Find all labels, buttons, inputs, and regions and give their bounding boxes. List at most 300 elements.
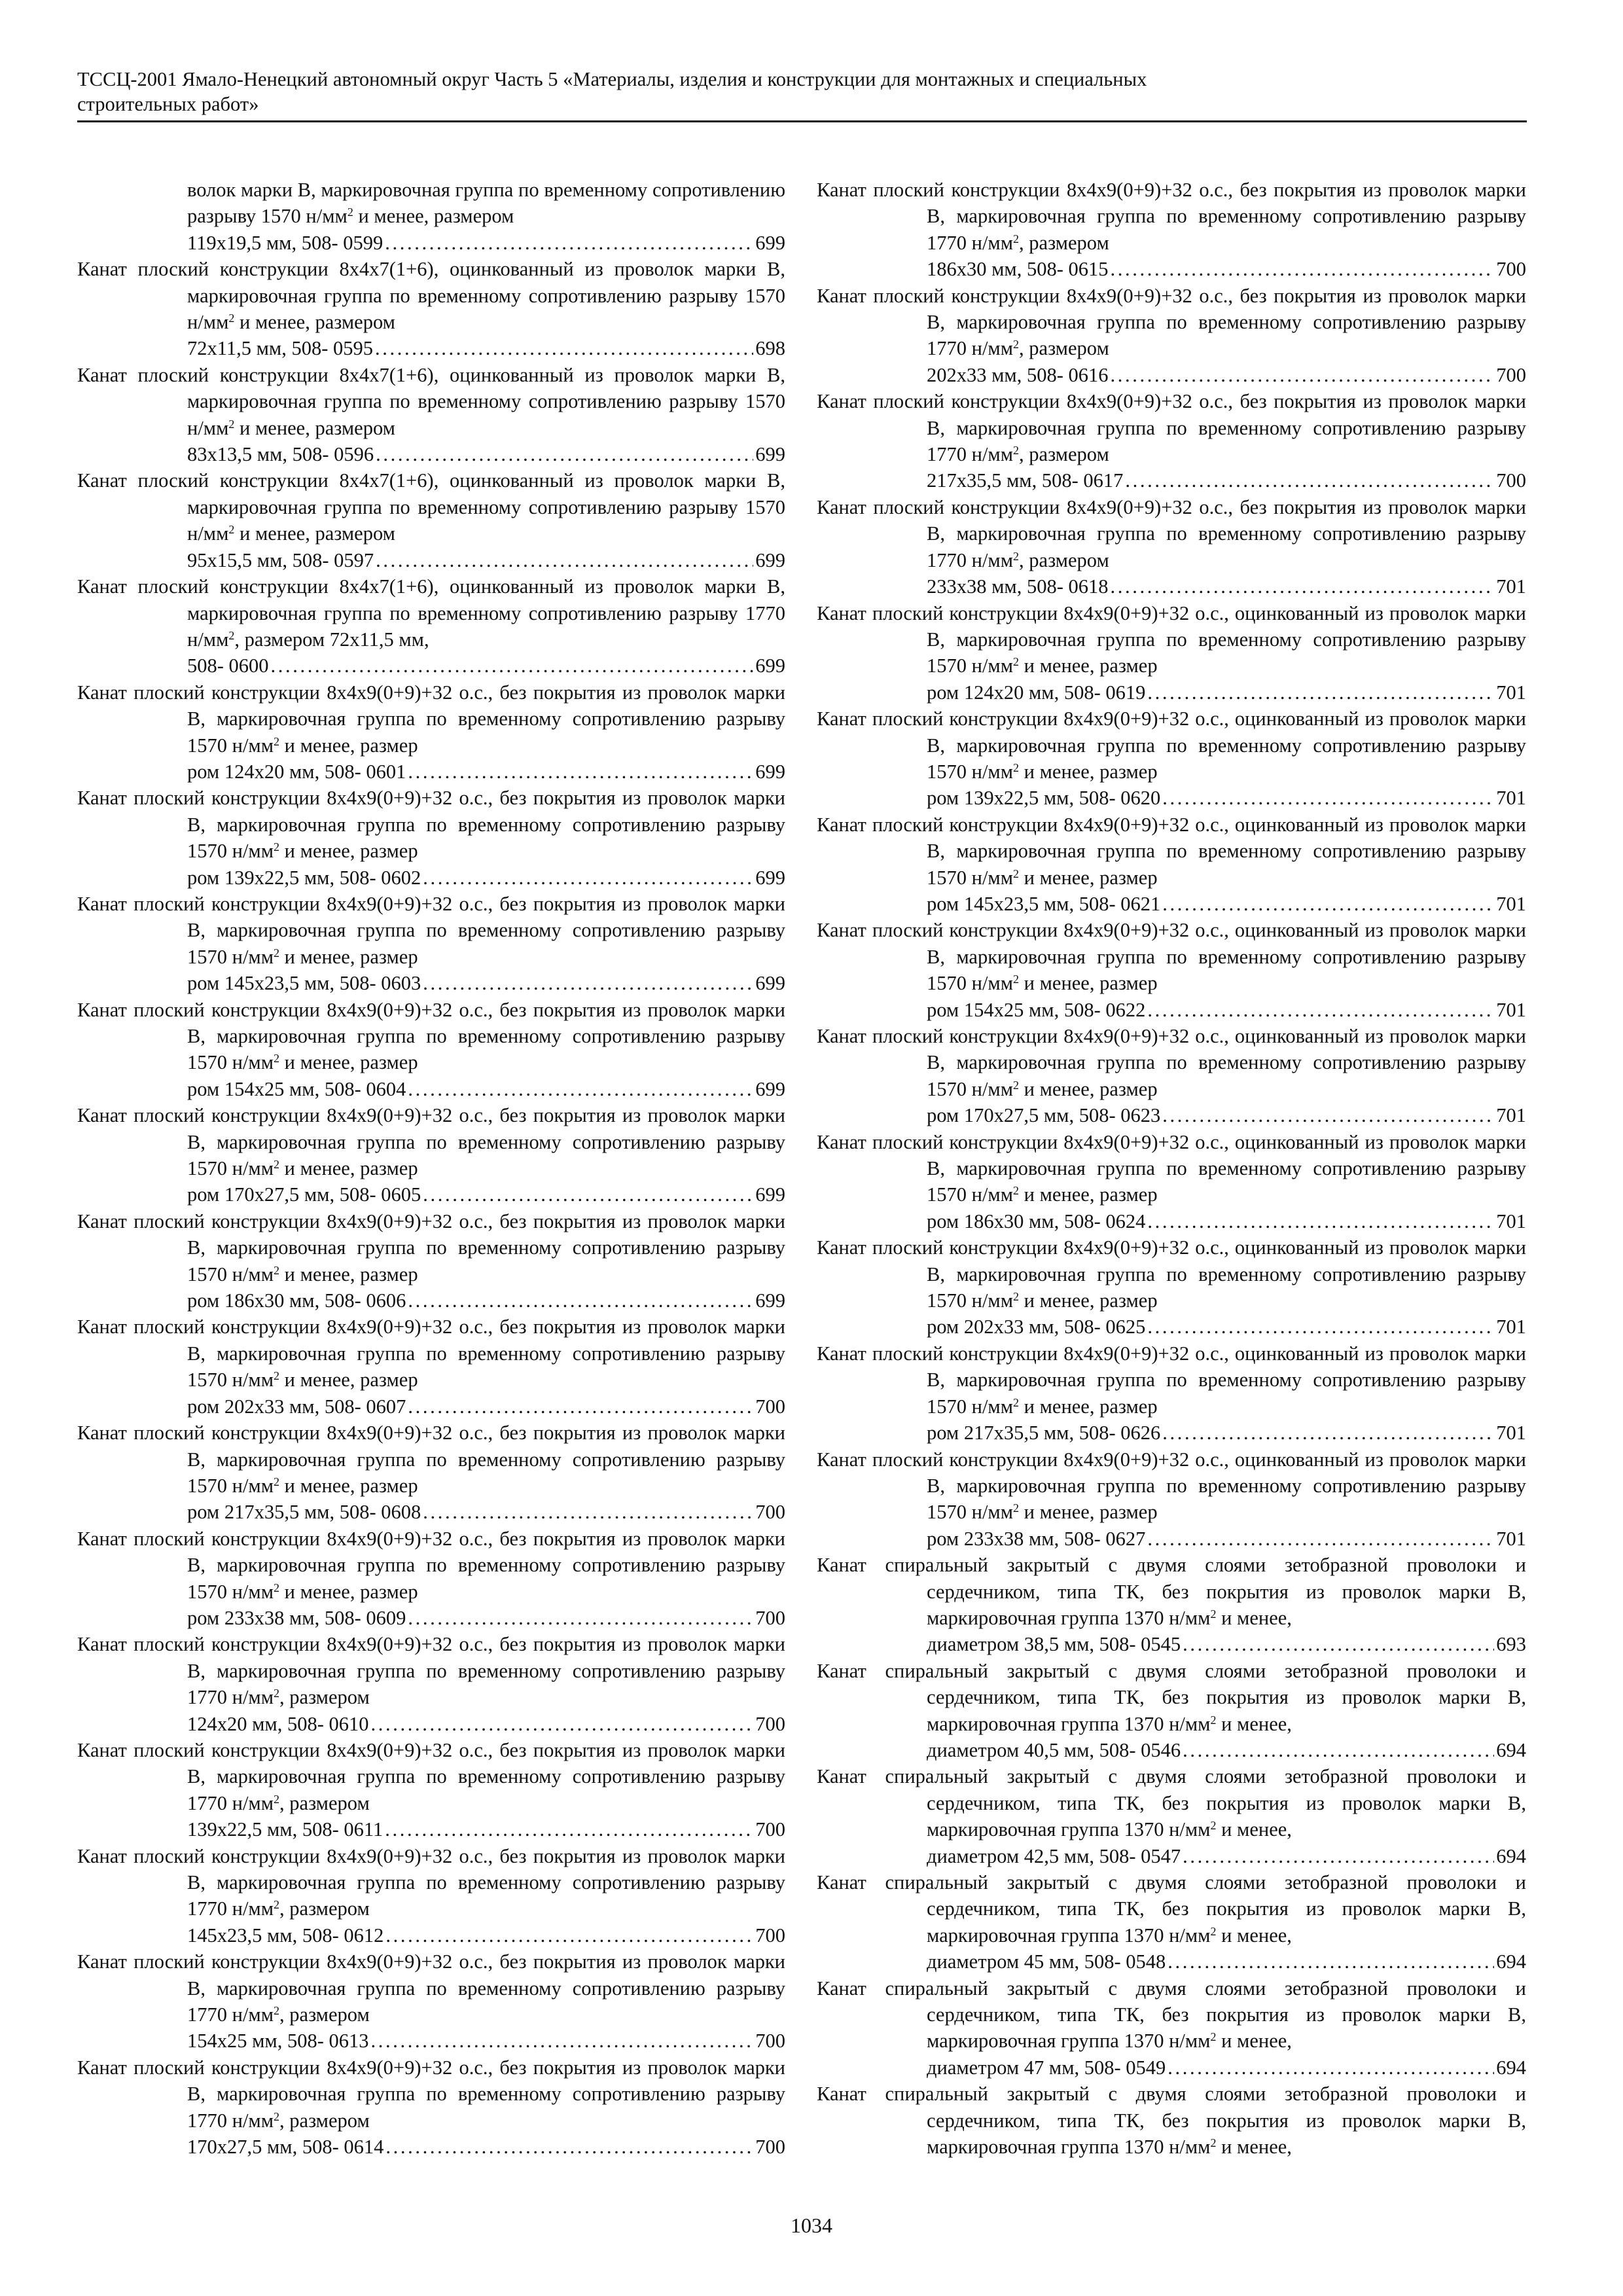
- unit-superscript: 2: [274, 734, 280, 748]
- entry-text-tail: и менее, размером: [234, 522, 395, 545]
- dot-leader: [1125, 467, 1494, 493]
- entry-page-ref: 699: [755, 760, 785, 783]
- entry-page-ref: 701: [1496, 998, 1526, 1021]
- unit-superscript: 2: [1013, 232, 1020, 245]
- entry-reference-line: [927, 256, 1526, 282]
- index-entry: [77, 679, 785, 785]
- index-entry: [817, 1340, 1526, 1446]
- dot-leader: [408, 1287, 753, 1314]
- dot-leader: [385, 1816, 753, 1842]
- entry-reference-line: [187, 230, 785, 256]
- entry-code: 119х19,5 мм, 508- 0599: [187, 231, 383, 254]
- entry-text-tail: и менее, размер: [1019, 655, 1158, 677]
- entry-page-ref: 700: [1496, 363, 1526, 386]
- entry-reference-line: [927, 785, 1526, 811]
- entry-code: 170х27,5 мм, 508- 0614: [187, 2136, 384, 2159]
- unit-superscript: 2: [228, 417, 235, 431]
- unit-superscript: 2: [274, 1158, 280, 1172]
- entry-reference-line: [927, 1314, 1526, 1340]
- entry-text: Канат плоский конструкции 8х4х9(0+9)+32 о.с., оцинкованный из проволок марки В, маркировочная группа по временному сопротивлению разрыву 1570 н/мм: [817, 1342, 1526, 1418]
- unit-superscript: 2: [274, 1475, 280, 1488]
- entry-text: Канат плоский конструкции 8х4х9(0+9)+32 о.с., без покрытия из проволок марки В, маркировочная группа по временному сопротивлению разрыву 1770 н/мм: [77, 2056, 785, 2132]
- entry-reference-line: [187, 1922, 785, 1948]
- unit-superscript: 2: [1013, 549, 1020, 563]
- unit-superscript: 2: [1013, 1501, 1020, 1515]
- index-entry: [77, 785, 785, 891]
- unit-superscript: 2: [274, 1369, 280, 1383]
- entry-page-ref: 700: [755, 2030, 785, 2053]
- entry-reference-line: [927, 2054, 1526, 2081]
- entry-page-ref: 700: [755, 2136, 785, 2159]
- right-column: [817, 177, 1526, 2160]
- entry-reference-line: [187, 1393, 785, 1420]
- unit-superscript: 2: [274, 840, 280, 854]
- entry-text-tail: и менее,: [1216, 1924, 1292, 1946]
- entry-text-tail: и менее, размер: [279, 734, 418, 757]
- entry-page-ref: 694: [1496, 1738, 1526, 1761]
- entry-code: 145х23,5 мм, 508- 0612: [187, 1924, 384, 1946]
- dot-leader: [1111, 362, 1495, 388]
- entry-text: Канат плоский конструкции 8х4х9(0+9)+32 о.с., без покрытия из проволок марки В, маркировочная группа по временному сопротивлению разрыву 1770 н/мм: [817, 284, 1526, 360]
- entry-code: ром 145х23,5 мм, 508- 0621: [927, 892, 1161, 915]
- entry-reference-line: [187, 1816, 785, 1842]
- entry-text-tail: , размером: [1019, 337, 1109, 360]
- entry-page-ref: 699: [755, 231, 785, 254]
- entry-text: Канат плоский конструкции 8х4х7(1+6), оцинкованный из проволок марки В, маркировочная группа по временному сопротивлению разрыву 1770 н/мм: [77, 575, 785, 651]
- index-entry: [817, 1234, 1526, 1340]
- dot-leader: [1147, 997, 1494, 1023]
- unit-superscript: 2: [1210, 1819, 1217, 1833]
- entry-text: Канат спиральный закрытый с двумя слоями зетобразной проволоки и сердечником, типа ТК, без покрытия из проволок марки В, маркировочная группа 1370 н/мм: [817, 1659, 1526, 1735]
- entry-text: Канат плоский конструкции 8х4х9(0+9)+32 о.с., без покрытия из проволок марки В, маркировочная группа по временному сопротивлению разрыву 1570 н/мм: [77, 998, 785, 1074]
- entry-code: диаметром 47 мм, 508- 0549: [927, 2056, 1166, 2079]
- entry-code: ром 233х38 мм, 508- 0627: [927, 1527, 1146, 1550]
- entry-code: диаметром 42,5 мм, 508- 0547: [927, 1844, 1181, 1867]
- entry-text: Канат плоский конструкции 8х4х9(0+9)+32 о.с., оцинкованный из проволок марки В, маркировочная группа по временному сопротивлению разрыву 1570 н/мм: [817, 1448, 1526, 1524]
- entry-text: Канат плоский конструкции 8х4х9(0+9)+32 о.с., без покрытия из проволок марки В, маркировочная группа по временному сопротивлению разрыву 1770 н/мм: [817, 390, 1526, 466]
- unit-superscript: 2: [347, 206, 353, 219]
- unit-superscript: 2: [228, 628, 235, 642]
- entry-page-ref: 700: [755, 1395, 785, 1418]
- index-entry: [77, 256, 785, 362]
- entry-text-tail: и менее, размером: [234, 416, 395, 439]
- header-line-1: ТССЦ-2001 Ямало-Ненецкий автономный округ Часть 5 «Материалы, изделия и конструкции для монтажных и специальных: [77, 68, 1147, 90]
- entry-reference-line: [187, 1605, 785, 1631]
- entry-text-tail: и менее, размер: [1019, 1501, 1158, 1524]
- dot-leader: [371, 1711, 754, 1737]
- entry-text: Канат плоский конструкции 8х4х9(0+9)+32 о.с., без покрытия из проволок марки В, маркировочная группа по временному сопротивлению разрыву 1570 н/мм: [77, 1527, 785, 1603]
- unit-superscript: 2: [1013, 655, 1020, 669]
- unit-superscript: 2: [1013, 973, 1020, 986]
- entry-reference-line: [187, 759, 785, 785]
- index-entry: [77, 1208, 785, 1314]
- entry-code: ром 139х22,5 мм, 508- 0602: [187, 866, 421, 889]
- entry-code: диаметром 40,5 мм, 508- 0546: [927, 1738, 1181, 1761]
- entry-text-tail: и менее,: [1216, 1606, 1292, 1629]
- entry-reference-line: [927, 1208, 1526, 1234]
- dot-leader: [423, 1181, 753, 1208]
- entry-code: ром 202х33 мм, 508- 0625: [927, 1316, 1146, 1338]
- entry-code: 186х30 мм, 508- 0615: [927, 258, 1109, 281]
- index-entry: [817, 1763, 1526, 1869]
- index-entry: [77, 1631, 785, 1737]
- dot-leader: [1147, 1314, 1494, 1340]
- dot-leader: [1162, 891, 1494, 917]
- entry-text-tail: и менее, размер: [279, 1263, 418, 1285]
- entry-page-ref: 701: [1496, 892, 1526, 915]
- entry-text: Канат плоский конструкции 8х4х9(0+9)+32 о.с., оцинкованный из проволок марки В, маркировочная группа по временному сопротивлению разрыву 1570 н/мм: [817, 1236, 1526, 1312]
- entry-text-tail: , размером: [279, 1897, 370, 1920]
- index-entry: [77, 573, 785, 679]
- entry-text-tail: и менее, размер: [1019, 760, 1158, 783]
- entry-page-ref: 700: [1496, 258, 1526, 281]
- entry-reference-line: [187, 1711, 785, 1737]
- index-entry: [77, 1737, 785, 1843]
- entry-reference-line: [927, 573, 1526, 600]
- entry-reference-line: [927, 679, 1526, 706]
- running-header: [77, 67, 1527, 117]
- unit-superscript: 2: [1013, 338, 1020, 351]
- entry-reference-line: [927, 1526, 1526, 1552]
- left-column: [77, 177, 785, 2160]
- unit-superscript: 2: [228, 312, 235, 325]
- entry-text-tail: , размером: [279, 2003, 370, 2026]
- dot-leader: [376, 441, 753, 467]
- index-entry: [817, 1658, 1526, 1764]
- dot-leader: [271, 653, 754, 679]
- entry-page-ref: 701: [1496, 787, 1526, 810]
- unit-superscript: 2: [1013, 867, 1020, 880]
- entry-reference-line: [187, 865, 785, 891]
- dot-leader: [408, 1605, 753, 1631]
- entry-page-ref: 701: [1496, 1527, 1526, 1550]
- entry-text: Канат плоский конструкции 8х4х9(0+9)+32 о.с., оцинкованный из проволок марки В, маркировочная группа по временному сопротивлению разрыву 1570 н/мм: [817, 1130, 1526, 1206]
- dot-leader: [408, 759, 753, 785]
- entry-text: Канат плоский конструкции 8х4х9(0+9)+32 о.с., без покрытия из проволок марки В, маркировочная группа по временному сопротивлению разрыву 1570 н/мм: [77, 787, 785, 863]
- dot-leader: [1147, 1208, 1494, 1234]
- index-entry: [77, 2054, 785, 2161]
- index-entry: [77, 362, 785, 468]
- entry-reference-line: [927, 1948, 1526, 1975]
- entry-page-ref: 699: [755, 866, 785, 889]
- entry-text-tail: , размером 72х11,5 мм,: [234, 628, 429, 651]
- dot-leader: [408, 1393, 753, 1420]
- dot-leader: [1162, 785, 1494, 811]
- unit-superscript: 2: [1210, 1713, 1217, 1727]
- unit-superscript: 2: [274, 2004, 280, 2018]
- entry-text: Канат плоский конструкции 8х4х7(1+6), оцинкованный из проволок марки В, маркировочная группа по временному сопротивлению разрыву 1570 н/мм: [77, 469, 785, 545]
- index-entry: [817, 494, 1526, 600]
- unit-superscript: 2: [228, 523, 235, 537]
- entry-text-tail: и менее, размер: [279, 1474, 418, 1497]
- entry-reference-line: [927, 1102, 1526, 1128]
- entry-text-tail: и менее, размер: [1019, 1077, 1158, 1100]
- entry-code: ром 217х35,5 мм, 508- 0626: [927, 1422, 1161, 1444]
- index-entry: [77, 1948, 785, 2054]
- entry-text: волок марки В, маркировочная группа по временному сопротивлению разрыву 1570 н/мм: [187, 179, 785, 228]
- index-entry: [77, 891, 785, 997]
- entry-text: Канат плоский конструкции 8х4х9(0+9)+32 о.с., оцинкованный из проволок марки В, маркировочная группа по временному сопротивлению разрыву 1570 н/мм: [817, 601, 1526, 677]
- entry-text: Канат плоский конструкции 8х4х9(0+9)+32 о.с., без покрытия из проволок марки В, маркировочная группа по временному сопротивлению разрыву 1770 н/мм: [77, 1633, 785, 1709]
- entry-code: 217х35,5 мм, 508- 0617: [927, 469, 1124, 492]
- index-entry: [817, 1446, 1526, 1552]
- dot-leader: [1111, 256, 1495, 282]
- index-entry: [77, 1420, 785, 1526]
- entry-page-ref: 701: [1496, 1104, 1526, 1127]
- dot-leader: [1162, 1102, 1494, 1128]
- header-line-2: строительных работ»: [77, 93, 259, 115]
- entry-code: ром 202х33 мм, 508- 0607: [187, 1395, 406, 1418]
- index-entry: [817, 600, 1526, 706]
- entry-code: диаметром 45 мм, 508- 0548: [927, 1950, 1166, 1973]
- entry-page-ref: 699: [755, 1077, 785, 1100]
- unit-superscript: 2: [1013, 1184, 1020, 1198]
- dot-leader: [1147, 679, 1494, 706]
- entry-page-ref: 701: [1496, 681, 1526, 704]
- entry-code: ром 186х30 мм, 508- 0624: [927, 1210, 1146, 1232]
- unit-superscript: 2: [274, 2109, 280, 2123]
- unit-superscript: 2: [1210, 2136, 1217, 2150]
- index-entry: [817, 917, 1526, 1023]
- entry-page-ref: 693: [1496, 1633, 1526, 1656]
- entry-page-ref: 700: [755, 1606, 785, 1629]
- entry-page-ref: 701: [1496, 1422, 1526, 1444]
- index-entry: [77, 1102, 785, 1208]
- dot-leader: [1147, 1526, 1494, 1552]
- entry-text-tail: , размером: [1019, 231, 1109, 254]
- entry-text-tail: и менее, размер: [279, 840, 418, 863]
- entry-text: Канат плоский конструкции 8х4х9(0+9)+32 о.с., без покрытия из проволок марки В, маркировочная группа по временному сопротивлению разрыву 1770 н/мм: [77, 1844, 785, 1920]
- entry-page-ref: 700: [755, 1924, 785, 1946]
- entry-text-tail: , размером: [1019, 548, 1109, 571]
- entry-text-tail: и менее,: [1216, 1818, 1292, 1841]
- index-entry: [817, 2081, 1526, 2160]
- entry-page-ref: 701: [1496, 1316, 1526, 1338]
- entry-text: Канат спиральный закрытый с двумя слоями зетобразной проволоки и сердечником, типа ТК, без покрытия из проволок марки В, маркировочная группа 1370 н/мм: [817, 1977, 1526, 2053]
- dot-leader: [1183, 1843, 1494, 1869]
- index-entry: [817, 1552, 1526, 1658]
- entry-code: 508- 0600: [187, 655, 269, 677]
- page-number: 1034: [791, 2214, 832, 2237]
- dot-leader: [1168, 2054, 1494, 2081]
- entry-page-ref: 699: [755, 443, 785, 466]
- entry-text-tail: и менее, размер: [1019, 972, 1158, 995]
- entry-reference-line: [187, 1499, 785, 1525]
- index-entry: [77, 467, 785, 573]
- entry-page-ref: 699: [755, 548, 785, 571]
- entry-text-tail: и менее, размером: [234, 311, 395, 334]
- entry-text-tail: и менее,: [1216, 1712, 1292, 1735]
- entry-text: Канат плоский конструкции 8х4х9(0+9)+32 о.с., оцинкованный из проволок марки В, маркировочная группа по временному сопротивлению разрыву 1570 н/мм: [817, 919, 1526, 995]
- entry-page-ref: 700: [755, 1712, 785, 1735]
- entry-reference-line: [187, 1076, 785, 1102]
- dot-leader: [371, 2028, 754, 2054]
- entry-page-ref: 701: [1496, 575, 1526, 598]
- index-entry: [817, 283, 1526, 389]
- entry-reference-line: [927, 1420, 1526, 1446]
- entry-text: Канат плоский конструкции 8х4х9(0+9)+32 о.с., без покрытия из проволок марки В, маркировочная группа по временному сопротивлению разрыву 1770 н/мм: [817, 495, 1526, 571]
- entry-text-tail: , размером: [1019, 443, 1109, 466]
- entry-text: Канат плоский конструкции 8х4х9(0+9)+32 о.с., без покрытия из проволок марки В, маркировочная группа по временному сопротивлению разрыву 1570 н/мм: [77, 1422, 785, 1497]
- unit-superscript: 2: [1013, 1395, 1020, 1409]
- entry-text: Канат спиральный закрытый с двумя слоями зетобразной проволоки и сердечником, типа ТК, без покрытия из проволок марки В, маркировочная группа 1370 н/мм: [817, 2083, 1526, 2159]
- entry-reference-line: [187, 2134, 785, 2160]
- entry-page-ref: 694: [1496, 1844, 1526, 1867]
- index-entry: [817, 177, 1526, 283]
- dot-leader: [385, 230, 753, 256]
- entry-code: ром 154х25 мм, 508- 0622: [927, 998, 1146, 1021]
- entry-text: Канат спиральный закрытый с двумя слоями зетобразной проволоки и сердечником, типа ТК, без покрытия из проволок марки В, маркировочная группа 1370 н/мм: [817, 1871, 1526, 1946]
- index-entry: [817, 388, 1526, 494]
- unit-superscript: 2: [1210, 1924, 1217, 1938]
- entry-page-ref: 694: [1496, 2056, 1526, 2079]
- dot-leader: [423, 865, 753, 891]
- dot-leader: [1183, 1737, 1494, 1763]
- dot-leader: [1168, 1948, 1494, 1975]
- entry-page-ref: 699: [755, 655, 785, 677]
- entry-page-ref: 701: [1496, 1210, 1526, 1232]
- entry-text: Канат плоский конструкции 8х4х9(0+9)+32 о.с., без покрытия из проволок марки В, маркировочная группа по временному сопротивлению разрыву 1770 н/мм: [77, 1950, 785, 2026]
- entry-text-tail: и менее, размером: [353, 205, 514, 228]
- entry-code: ром 170х27,5 мм, 508- 0623: [927, 1104, 1161, 1127]
- dot-leader: [1111, 573, 1495, 600]
- unit-superscript: 2: [1210, 2030, 1217, 2044]
- unit-superscript: 2: [1013, 1078, 1020, 1092]
- entry-text: Канат плоский конструкции 8х4х9(0+9)+32 о.с., без покрытия из проволок марки В, маркировочная группа по временному сопротивлению разрыву 1570 н/мм: [77, 892, 785, 968]
- entry-code: 154х25 мм, 508- 0613: [187, 2030, 369, 2053]
- index-entry: [817, 812, 1526, 918]
- entry-code: ром 124х20 мм, 508- 0601: [187, 760, 406, 783]
- entry-text: Канат плоский конструкции 8х4х9(0+9)+32 о.с., без покрытия из проволок марки В, маркировочная группа по временному сопротивлению разрыву 1770 н/мм: [77, 1738, 785, 1814]
- entry-code: 95х15,5 мм, 508- 0597: [187, 548, 374, 571]
- entry-text: Канат плоский конструкции 8х4х9(0+9)+32 о.с., без покрытия из проволок марки В, маркировочная группа по временному сопротивлению разрыву 1570 н/мм: [77, 1104, 785, 1180]
- unit-superscript: 2: [1210, 1607, 1217, 1621]
- entry-text-tail: и менее, размер: [279, 945, 418, 968]
- entry-code: ром 170х27,5 мм, 508- 0605: [187, 1183, 421, 1206]
- entry-code: ром 233х38 мм, 508- 0609: [187, 1606, 406, 1629]
- index-entry: [817, 1023, 1526, 1129]
- entry-text-tail: и менее, размер: [279, 1369, 418, 1391]
- entry-reference-line: [927, 997, 1526, 1023]
- entry-text-tail: и менее, размер: [1019, 1183, 1158, 1206]
- entry-page-ref: 694: [1496, 1950, 1526, 1973]
- entry-page-ref: 700: [755, 1501, 785, 1524]
- index-entry: [77, 1526, 785, 1632]
- entry-text: Канат плоский конструкции 8х4х9(0+9)+32 о.с., оцинкованный из проволок марки В, маркировочная группа по временному сопротивлению разрыву 1570 н/мм: [817, 813, 1526, 889]
- entry-text-tail: и менее, размер: [1019, 866, 1158, 889]
- entry-reference-line: [187, 1287, 785, 1314]
- dot-leader: [423, 970, 753, 996]
- entry-page-ref: 700: [1496, 469, 1526, 492]
- entry-text-tail: и менее, размер: [1019, 1289, 1158, 1312]
- entry-text: Канат спиральный закрытый с двумя слоями зетобразной проволоки и сердечником, типа ТК, без покрытия из проволок марки В, маркировочная группа 1370 н/мм: [817, 1554, 1526, 1629]
- entry-text-tail: , размером: [279, 1791, 370, 1814]
- entry-text: Канат плоский конструкции 8х4х7(1+6), оцинкованный из проволок марки В, маркировочная группа по временному сопротивлению разрыву 1570 н/мм: [77, 363, 785, 439]
- dot-leader: [1183, 1631, 1494, 1657]
- unit-superscript: 2: [274, 1898, 280, 1912]
- entry-reference-line: [187, 1181, 785, 1208]
- entry-code: ром 217х35,5 мм, 508- 0608: [187, 1501, 421, 1524]
- entry-reference-line: [187, 2028, 785, 2054]
- entry-text: Канат плоский конструкции 8х4х9(0+9)+32 о.с., без покрытия из проволок марки В, маркировочная группа по временному сопротивлению разрыву 1770 н/мм: [817, 179, 1526, 254]
- entry-reference-line: [927, 1843, 1526, 1869]
- unit-superscript: 2: [1013, 1290, 1020, 1304]
- entry-code: ром 124х20 мм, 508- 0619: [927, 681, 1146, 704]
- entry-code: 72х11,5 мм, 508- 0595: [187, 337, 374, 360]
- entry-code: ром 186х30 мм, 508- 0606: [187, 1289, 406, 1312]
- header-divider: [77, 120, 1527, 122]
- entry-code: ром 139х22,5 мм, 508- 0620: [927, 787, 1161, 810]
- entry-text: Канат спиральный закрытый с двумя слоями зетобразной проволоки и сердечником, типа ТК, без покрытия из проволок марки В, маркировочная группа 1370 н/мм: [817, 1765, 1526, 1841]
- entry-code: 139х22,5 мм, 508- 0611: [187, 1818, 383, 1841]
- unit-superscript: 2: [274, 1792, 280, 1806]
- index-entry: [817, 1129, 1526, 1235]
- dot-leader: [423, 1499, 753, 1525]
- entry-reference-line: [927, 362, 1526, 388]
- entry-code: ром 154х25 мм, 508- 0604: [187, 1077, 406, 1100]
- entry-reference-line: [927, 1631, 1526, 1657]
- entry-page-ref: 698: [755, 337, 785, 360]
- index-entry: [77, 177, 785, 256]
- entry-text-tail: , размером: [279, 1686, 370, 1709]
- dot-leader: [375, 335, 753, 361]
- entry-reference-line: [927, 467, 1526, 493]
- entry-text-tail: и менее, размер: [1019, 1395, 1158, 1418]
- entry-page-ref: 699: [755, 1183, 785, 1206]
- unit-superscript: 2: [1013, 761, 1020, 774]
- entry-code: ром 145х23,5 мм, 508- 0603: [187, 972, 421, 995]
- entry-reference-line: [187, 335, 785, 361]
- entry-reference-line: [187, 441, 785, 467]
- dot-leader: [408, 1076, 753, 1102]
- unit-superscript: 2: [274, 1687, 280, 1700]
- entry-reference-line: [927, 891, 1526, 917]
- entry-code: 233х38 мм, 508- 0618: [927, 575, 1109, 598]
- entry-text: Канат плоский конструкции 8х4х9(0+9)+32 о.с., без покрытия из проволок марки В, маркировочная группа по временному сопротивлению разрыву 1570 н/мм: [77, 1210, 785, 1285]
- entry-reference-line: [927, 1737, 1526, 1763]
- entry-text-tail: и менее, размер: [279, 1157, 418, 1180]
- index-entry: [77, 997, 785, 1103]
- entry-text: Канат плоский конструкции 8х4х7(1+6), оцинкованный из проволок марки В, маркировочная группа по временному сопротивлению разрыву 1570 н/мм: [77, 258, 785, 334]
- entry-text-tail: и менее,: [1216, 2136, 1292, 2159]
- entry-text-tail: и менее,: [1216, 2030, 1292, 2053]
- index-entry: [817, 706, 1526, 812]
- entry-code: 83х13,5 мм, 508- 0596: [187, 443, 374, 466]
- entry-text: Канат плоский конструкции 8х4х9(0+9)+32 о.с., оцинкованный из проволок марки В, маркировочная группа по временному сопротивлению разрыву 1570 н/мм: [817, 1025, 1526, 1100]
- dot-leader: [376, 547, 753, 573]
- index-entry: [817, 1975, 1526, 2081]
- unit-superscript: 2: [274, 946, 280, 960]
- entry-reference-line: [187, 547, 785, 573]
- entry-code: 202х33 мм, 508- 0616: [927, 363, 1109, 386]
- entry-text-tail: и менее, размер: [279, 1051, 418, 1074]
- entry-text-tail: , размером: [279, 2109, 370, 2132]
- entry-reference-line: [187, 970, 785, 996]
- entry-page-ref: 699: [755, 1289, 785, 1312]
- entry-code: диаметром 38,5 мм, 508- 0545: [927, 1633, 1181, 1656]
- dot-leader: [385, 2134, 753, 2160]
- unit-superscript: 2: [274, 1052, 280, 1066]
- entry-code: 124х20 мм, 508- 0610: [187, 1712, 369, 1735]
- index-entry: [77, 1314, 785, 1420]
- entry-text: Канат плоский конструкции 8х4х9(0+9)+32 о.с., без покрытия из проволок марки В, маркировочная группа по временному сопротивлению разрыву 1570 н/мм: [77, 1316, 785, 1391]
- entry-text: Канат плоский конструкции 8х4х9(0+9)+32 о.с., без покрытия из проволок марки В, маркировочная группа по временному сопротивлению разрыву 1570 н/мм: [77, 681, 785, 757]
- entry-reference-line: [187, 653, 785, 679]
- index-entry: [77, 1843, 785, 1949]
- unit-superscript: 2: [1013, 444, 1020, 457]
- entry-text: Канат плоский конструкции 8х4х9(0+9)+32 о.с., оцинкованный из проволок марки В, маркировочная группа по временному сопротивлению разрыву 1570 н/мм: [817, 708, 1526, 783]
- dot-leader: [1162, 1420, 1494, 1446]
